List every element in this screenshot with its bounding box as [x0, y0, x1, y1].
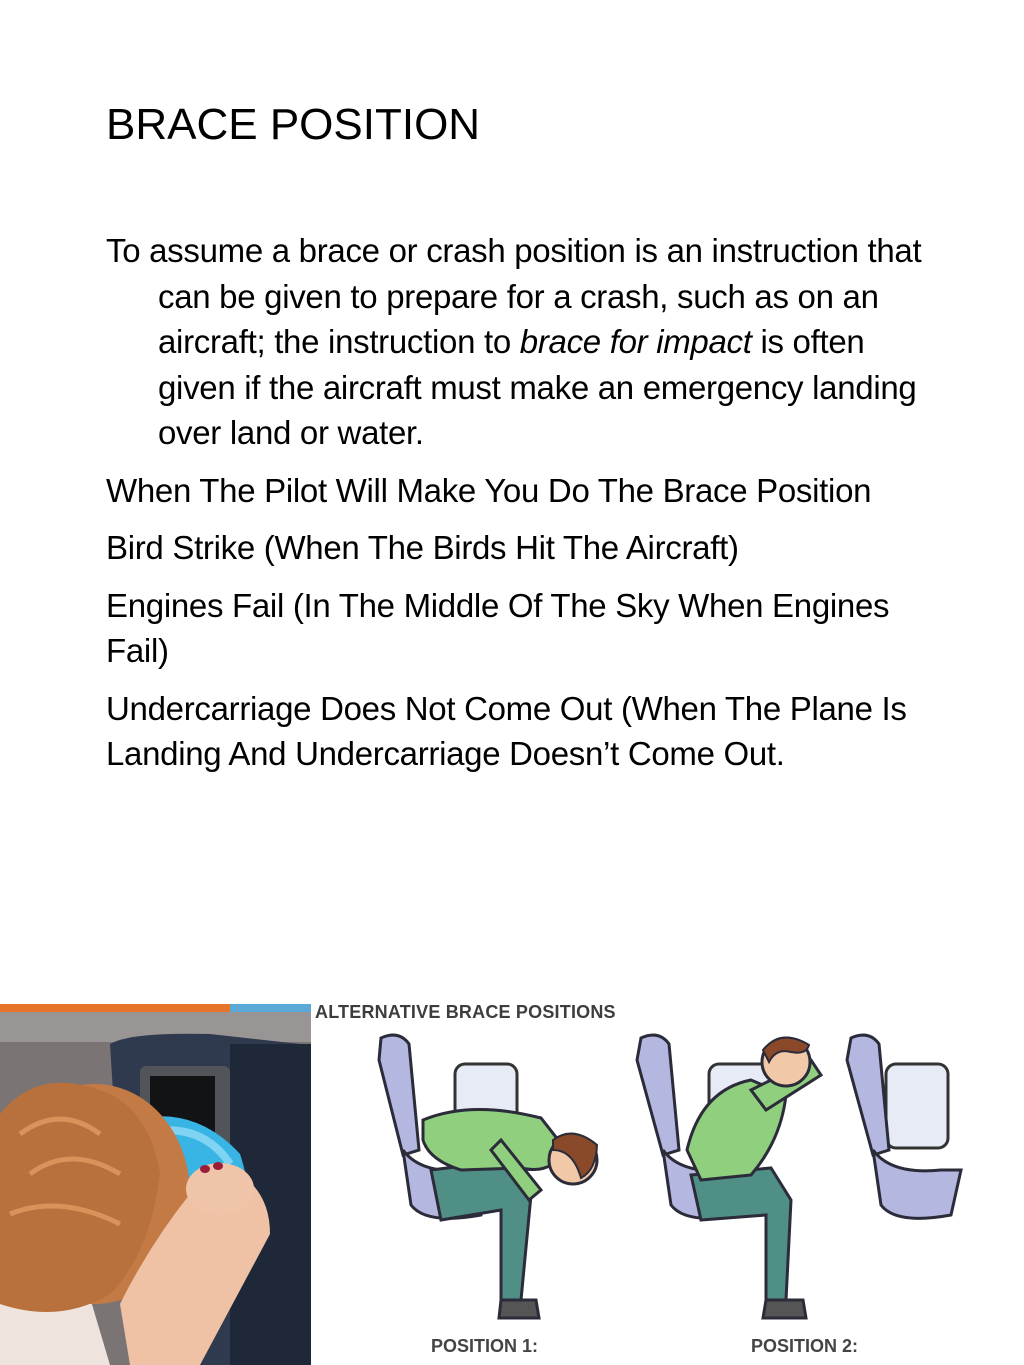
slide-body [106, 228, 926, 789]
point-engines-fail: Engines Fail (In The Middle Of The Sky When Engines Fail) [106, 586, 890, 669]
position-2-label: POSITION 2: [751, 1336, 859, 1356]
slide-title: BRACE POSITION [106, 100, 481, 149]
alternative-brace-diagram [311, 1000, 1024, 1365]
position-2-figure [637, 1035, 961, 1318]
position-1-label: POSITION 1: [431, 1336, 539, 1356]
position-1-figure [379, 1035, 597, 1318]
brace-photo [0, 1004, 311, 1365]
intro-text-before: To assume a brace or crash position is an instruction that can be given to prepare for a crash, such as on an aircraft; the instruction to [106, 232, 922, 360]
point-undercarriage: Undercarriage Does Not Come Out (When The Plane Is Landing And Undercarriage Doesn’t Come Out. [106, 689, 907, 772]
intro-emphasis: brace for impact [519, 323, 752, 360]
brace-photo-drawing [0, 1004, 311, 1365]
intro-paragraph [106, 228, 926, 456]
point-when-pilot: When The Pilot Will Make You Do The Brace Position [106, 471, 872, 509]
point-bird-strike: Bird Strike (When The Birds Hit The Aircraft) [106, 529, 739, 566]
diagram-title: ALTERNATIVE BRACE POSITIONS [315, 1002, 616, 1022]
brace-positions-drawing [311, 1000, 1024, 1365]
intro-text-after: is often given if the aircraft must make an emergency landing over land or water. [158, 323, 917, 451]
